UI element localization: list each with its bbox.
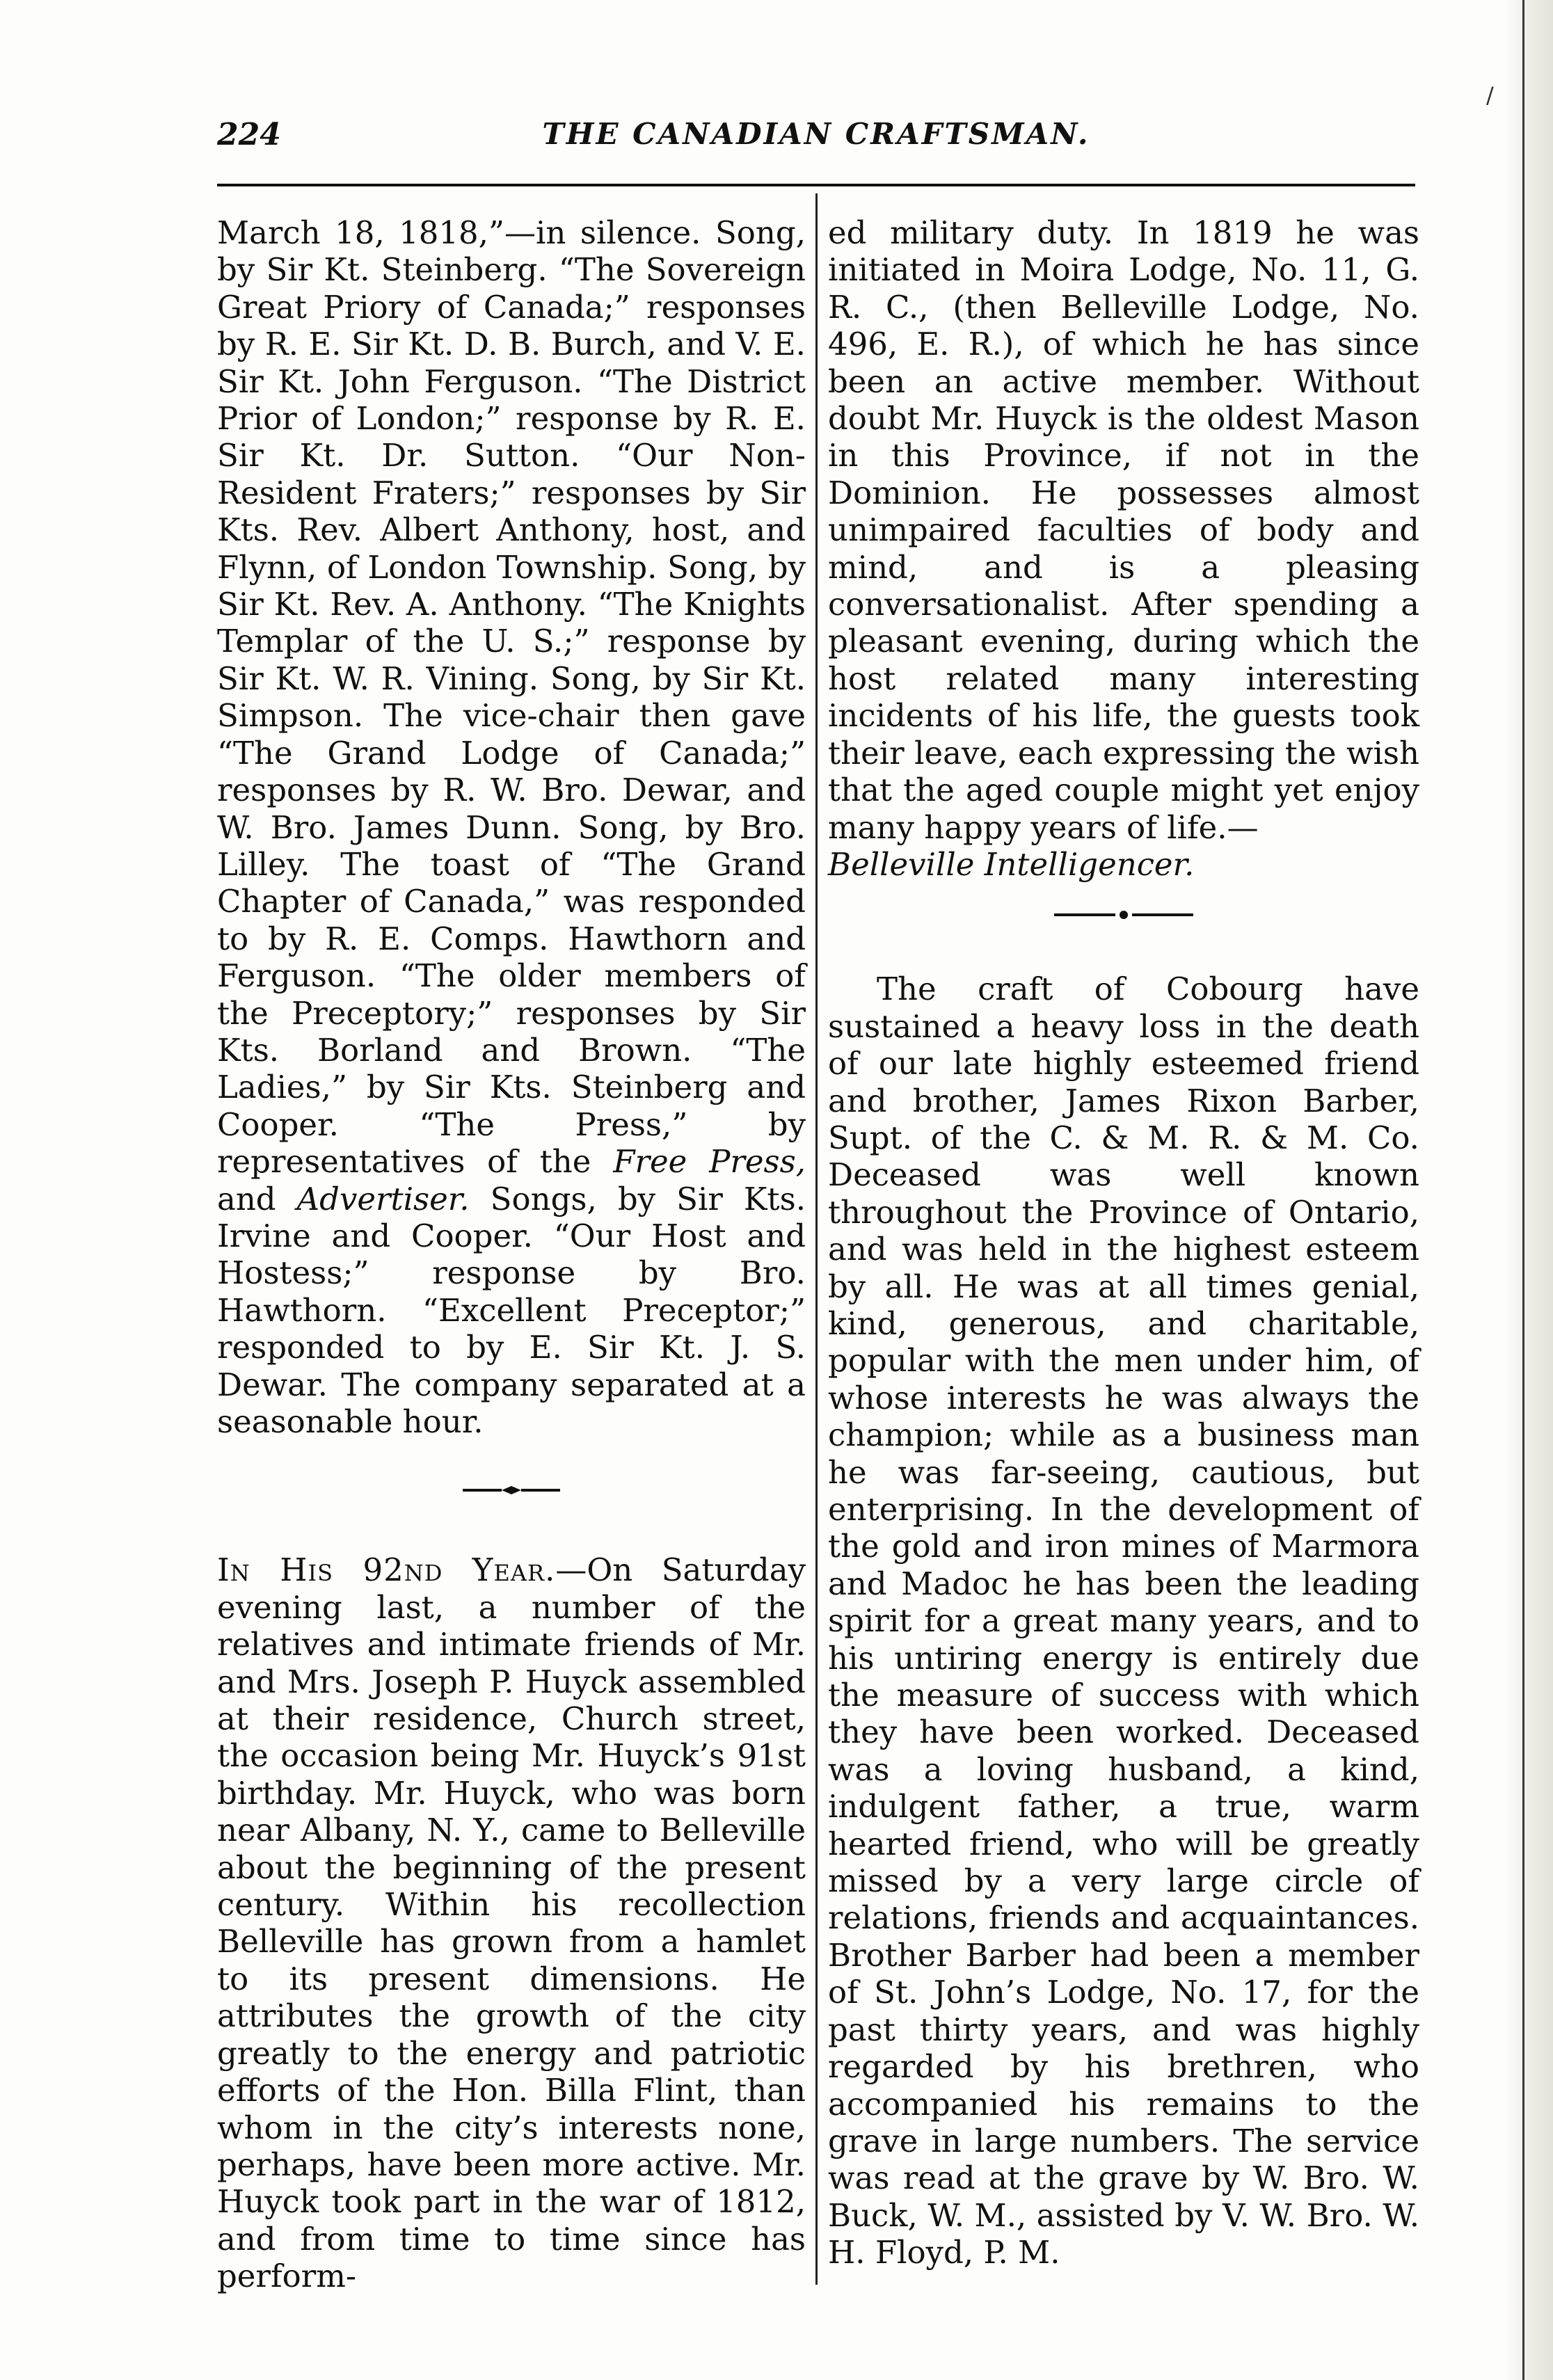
huyck-continuation-paragraph [828, 214, 1419, 883]
right-column [828, 214, 1419, 2271]
huyck-article-paragraph [217, 1551, 806, 2294]
toast-list-paragraph [217, 214, 806, 1440]
left-column [217, 214, 806, 2295]
corner-tick-mark: / [1486, 82, 1494, 109]
page-edge-line [1522, 0, 1524, 2380]
page-header [217, 117, 1415, 173]
barber-obituary-paragraph [828, 971, 1419, 2271]
binding-margin [1504, 0, 1553, 2380]
ornament-rule-icon [463, 1483, 560, 1497]
header-rule [217, 184, 1415, 186]
ornament-rule-icon [1054, 908, 1193, 922]
toast-list-text: March 18, 1818,”—in silence. Song, by Sir Kt. Steinberg. “The Sovereign Great Priory of Canada;” responses by R. E. Sir Kt. D. B. Burch, and V. E. Sir Kt. John Ferguson. “The District Prior of London;” response by R. E. Sir Kt. Dr. Sutton. “Our Non-Resident Fraters;” responses by Sir Kts. Rev. Albert Anthony, host, and Flynn, of London Township. Song, by Sir Kt. Rev. A. Anthony. “The Knights Templar of the U. S.;” response by Sir Kt. W. R. Vining. Song, by Sir Kt. Simpson. The vice-chair then gave “The Grand Lodge of Canada;” responses by R. W. Bro. Dewar, and W. Bro. James Dunn. Song, by Bro. Lilley. The toast of “The Grand Chapter of Canada,” was responded to by R. E. Comps. Hawthorn and Ferguson. “The older members of the Preceptory;” responses by Sir Kts. Borland and Brown. “The Ladies,” by Sir Kts. Steinberg and Cooper. “The Press,” by representatives of the [217, 214, 806, 1181]
and-text: and [217, 1180, 297, 1217]
italic-free-press: Free Press, [613, 1143, 806, 1181]
italic-advertiser: Advertiser. [296, 1180, 470, 1217]
column-divider [815, 193, 818, 2285]
huyck-article-text: —On Saturday evening last, a number of the relatives and intimate friends of Mr. and Mrs. Joseph P. Huyck assembled at their residence, Church street, the occasion being Mr. Huyck’s 91st birthday. Mr. Huyck, who was born near Albany, N. Y., came to Belleville about the beginning of the present century. Within his recollection Belleville has grown from a hamlet to its present dimensions. He attributes the growth of the city greatly to the energy and patriotic efforts of the Hon. Billa Flint, than whom in the city’s interests none, perhaps, have been more active. Mr. Huyck took part in the war of 1812, and from time to time since has perform- [217, 1551, 806, 2295]
article-lead-heading: In His 92nd Year. [217, 1551, 556, 1589]
section-ornament [217, 1476, 806, 1511]
running-title: THE CANADIAN CRAFTSMAN. [542, 117, 1090, 151]
source-attribution: Belleville Intelligencer. [828, 845, 1195, 883]
section-ornament-2 [828, 901, 1419, 936]
huyck-continuation-text: ed military duty. In 1819 he was initiated in Moira Lodge, No. 11, G. R. C., (then Belleville Lodge, No. 496, E. R.), of which he has since been an active member. Without doubt Mr. Huyck is the oldest Mason in this Province, if not in the Dominion. He possesses almost unimpaired faculties of body and mind, and is a pleasing conversationalist. After spending a pleasant evening, during which the host related many interesting incidents of his life, the guests took their leave, each expressing the wish that the aged couple might yet enjoy many happy years of life.— [828, 214, 1419, 846]
page-number: 224 [217, 117, 281, 152]
toast-list-ending: Songs, by Sir Kts. Irvine and Cooper. “Our Host and Hostess;” response by Bro. Hawthorn. “Excellent Preceptor;” responded to by E. Sir Kt. J. S. Dewar. The company separated at a seasonable hour. [217, 1180, 806, 1440]
barber-obituary-text: The craft of Cobourg have sustained a heavy loss in the death of our late highly esteemed friend and brother, James Rixon Barber, Supt. of the C. & M. R. & M. Co. Deceased was well known throughout the Province of Ontario, and was held in the highest esteem by all. He was at all times genial, kind, generous, and charitable, popular with the men under him, of whose interests he was always the champion; while as a business man he was far-seeing, cautious, but enterprising. In the development of the gold and iron mines of Marmora and Madoc he has been the leading spirit for a great many years, and to his untiring energy is entirely due the measure of success with which they have been worked. Deceased was a loving husband, a kind, indulgent father, a true, warm hearted friend, who will be greatly missed by a very large circle of relations, friends and acquaintances. Brother Barber had been a member of St. John’s Lodge, No. 17, for the past thirty years, and was highly regarded by his brethren, who accompanied his remains to the grave in large numbers. The service was read at the grave by W. Bro. W. Buck, W. M., assisted by V. W. Bro. W. H. Floyd, P. M. [828, 971, 1419, 2271]
